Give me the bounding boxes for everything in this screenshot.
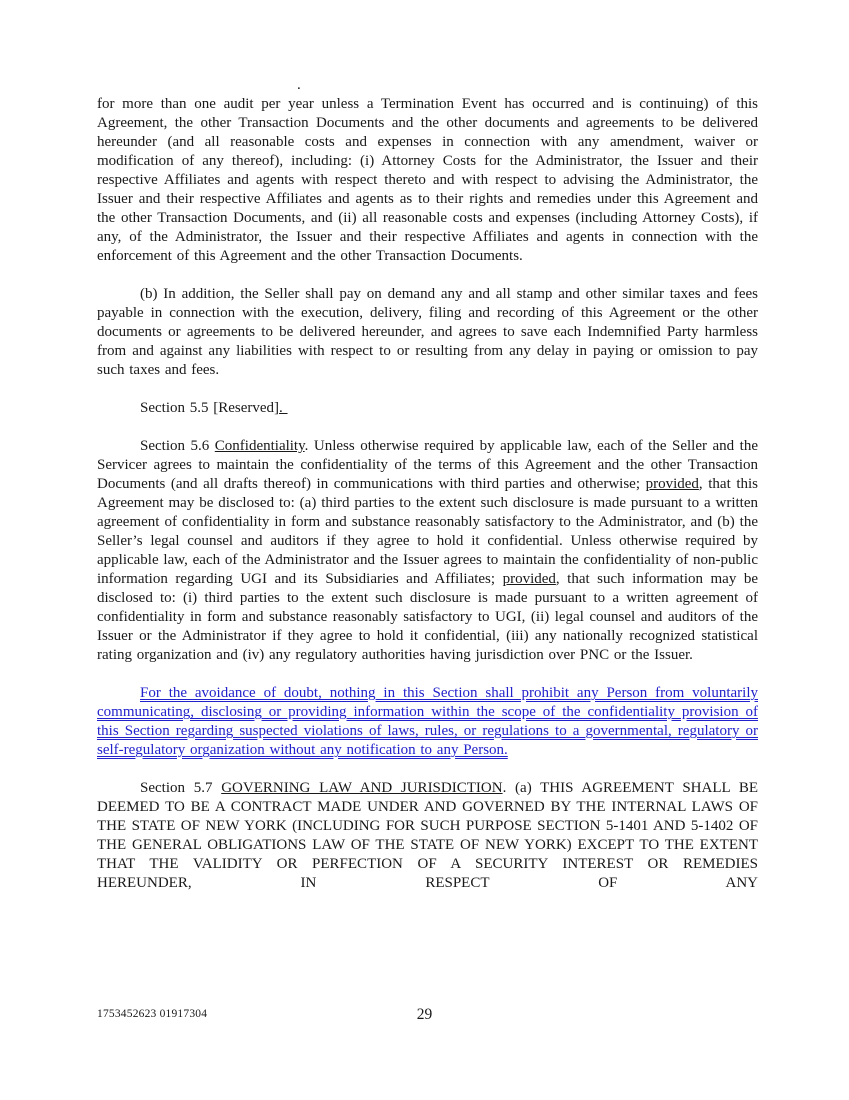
section-5-6-confidentiality-paragraph <box>97 437 758 665</box>
section-5-5-label: Section 5.5 [Reserved] <box>140 400 280 416</box>
inserted-avoidance-of-doubt-paragraph: For the avoidance of doubt, nothing in this Section shall prohibit any Person from voluntarily communicating, disclosing or providing information within the scope of the confidentiality provision of this Section regarding suspected violations of laws, rules, or regulations to a governmental, regulatory or self-regulatory organization without any notification to any Person. <box>97 685 758 758</box>
stray-mark: . <box>297 77 301 93</box>
section-5-5-underlined-mark: . <box>279 400 288 416</box>
section-5-7-text: . (a) THIS AGREEMENT SHALL BE DEEMED TO BE A CONTRACT MADE UNDER AND GOVERNED BY THE INTERNAL LAWS OF THE STATE OF NEW YORK (INCLUDING FOR SUCH PURPOSE SECTION 5-1401 AND 5-1402 OF THE GENERAL OBLIGATIONS LAW OF THE STATE OF NEW YORK) EXCEPT TO THE EXTENT THAT THE VALIDITY OR PERFECTION OF A SECURITY INTEREST OR REMEDIES HEREUNDER, IN RESPECT OF ANY <box>97 780 758 891</box>
page-number: 29 <box>416 1006 433 1023</box>
paragraph-b-stamp-taxes: (b) In addition, the Seller shall pay on demand any and all stamp and other similar taxes and fees payable in connection with the execution, delivery, filing and recording of this Agreement or the other documents or agreements to be delivered hereunder, and agrees to save each Indemnified Party harmless from and against any liabilities with respect to or resulting from any delay in paying or omission to pay such taxes and fees. <box>97 286 758 378</box>
section-5-7-title-underlined: GOVERNING LAW AND JURISDICTION <box>221 780 503 796</box>
section-5-6-text-2: , that this Agreement may be disclosed to: (a) third parties to the extent such disclosure is made pursuant to a written agreement of confidentiality in form and substance reasonably satisfactory to the Administrator, and (b) the Seller’s legal counsel and auditors if they agree to hold it confidential. Unless otherwise required by applicable law, each of the Administrator and the Issuer agrees to maintain the confidentiality of non-public information regarding UGI and its Subsidiaries and Affiliates; <box>97 476 758 587</box>
section-5-6-title-underlined: Confidentiality <box>214 438 305 454</box>
section-5-6-text-3: , that such information may be disclosed to: (i) third parties to the extent such disclosure is made pursuant to a written agreement of confidentiality in form and substance reasonably satisfactory to UGI, (ii) legal counsel and auditors of the Issuer or the Administrator if they agree to hold it confidential, (iii) any nationally recognized statistical rating organization and (iv) any regulatory authorities having jurisdiction over PNC or the Issuer. <box>97 571 758 663</box>
document-control-number: 1753452623 01917304 <box>97 1008 208 1020</box>
provided-underlined-1: provided <box>645 476 699 492</box>
paragraph-audit-costs-continuation: for more than one audit per year unless a Termination Event has occurred and is continuing) of this Agreement, the other Transaction Documents and the other documents and agreements to be delivered hereunder (and all reasonable costs and expenses in connection with any amendment, waiver or modification of any thereof), including: (i) Attorney Costs for the Administrator, the Issuer and their respective Affiliates and agents with respect thereto and with respect to advising the Administrator, the Issuer and their respective Affiliates and agents as to their rights and remedies under this Agreement and the other Transaction Documents, and (ii) all reasonable costs and expenses (including Attorney Costs), if any, of the Administrator, the Issuer and their respective Affiliates and agents in connection with the enforcement of this Agreement and the other Transaction Documents. <box>97 96 758 264</box>
page-content <box>97 95 758 912</box>
section-5-5-heading <box>97 399 758 418</box>
section-5-7-governing-law-paragraph <box>97 779 758 893</box>
provided-underlined-2: provided <box>502 571 556 587</box>
section-5-6-label: Section 5.6 <box>140 438 215 454</box>
section-5-7-label: Section 5.7 <box>140 780 222 796</box>
section-5-6-text-1: . Unless otherwise required by applicable law, each of the Seller and the Servicer agrees to maintain the confidentiality of the terms of this Agreement and the other Transaction Documents (and all drafts thereof) in communications with third parties and otherwise; <box>97 438 759 492</box>
